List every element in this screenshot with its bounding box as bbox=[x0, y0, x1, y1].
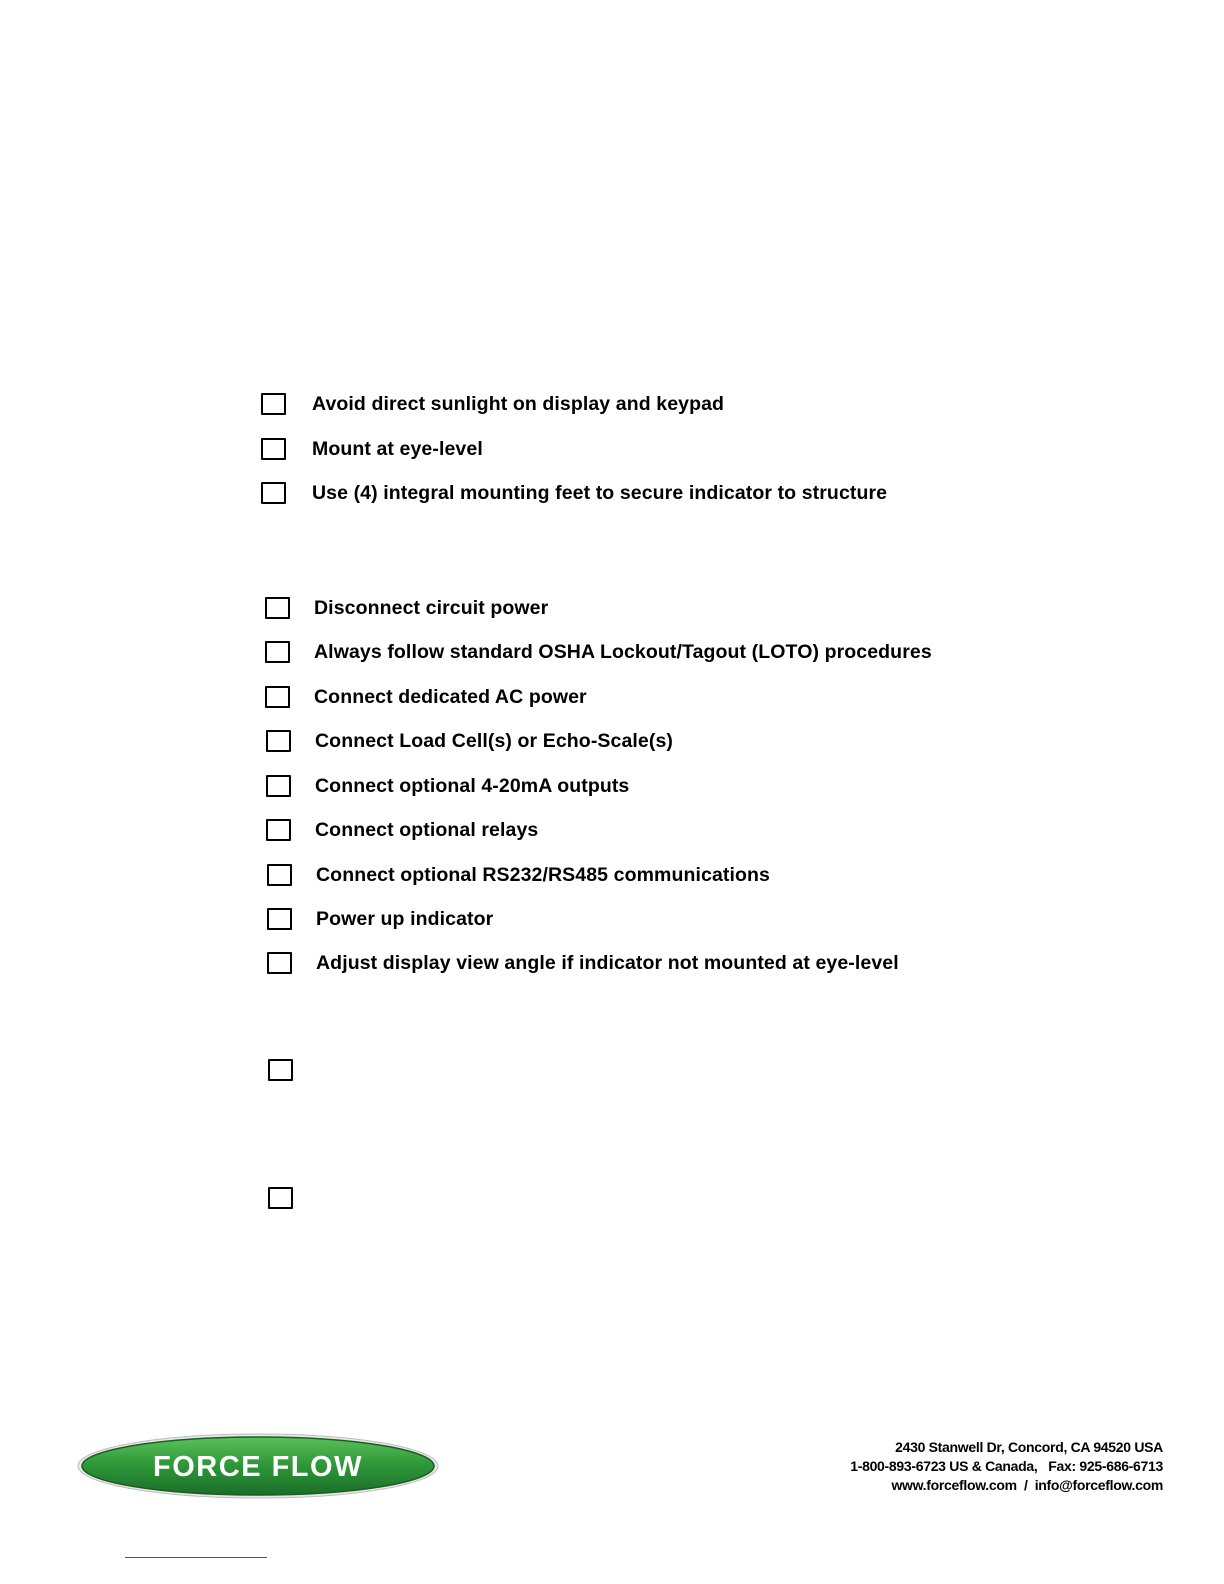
address-line-street: 2430 Stanwell Dr, Concord, CA 94520 USA bbox=[895, 1439, 1163, 1455]
logo-text: FORCE FLOW bbox=[153, 1451, 363, 1483]
checklist-item-label: Connect optional 4-20mA outputs bbox=[315, 774, 630, 797]
checklist-item bbox=[267, 860, 770, 890]
checklist-item-label: Use (4) integral mounting feet to secure indicator to structure bbox=[312, 481, 888, 504]
checklist-item-label: Disconnect circuit power bbox=[314, 596, 549, 619]
checklist-item-label: Power up indicator bbox=[316, 907, 494, 930]
footer-divider bbox=[125, 1557, 267, 1558]
checklist-item bbox=[268, 1183, 317, 1213]
checklist-item-label: Avoid direct sunlight on display and keypad bbox=[312, 392, 725, 415]
checklist-item bbox=[266, 771, 629, 801]
checkbox[interactable] bbox=[261, 393, 286, 415]
address-line-phone: 1-800-893-6723 US & Canada, Fax: 925-686-6713 bbox=[850, 1458, 1163, 1474]
checkbox[interactable] bbox=[266, 775, 291, 797]
checklist-item bbox=[261, 434, 483, 464]
checklist-item-label: Connect optional RS232/RS485 communications bbox=[316, 863, 770, 886]
checklist-item-label: Always follow standard OSHA Lockout/Tagout (LOTO) procedures bbox=[314, 640, 932, 663]
checkbox[interactable] bbox=[261, 438, 286, 460]
checklist-item-label: Connect dedicated AC power bbox=[314, 685, 587, 708]
checkbox[interactable] bbox=[267, 952, 292, 974]
checkbox[interactable] bbox=[265, 641, 290, 663]
checklist-item bbox=[265, 682, 587, 712]
checklist-item-label: Adjust display view angle if indicator not mounted at eye-level bbox=[316, 951, 899, 974]
checklist-item bbox=[265, 637, 932, 667]
checklist-item bbox=[267, 904, 493, 934]
checkbox[interactable] bbox=[266, 819, 291, 841]
checkbox[interactable] bbox=[266, 730, 291, 752]
checklist-item bbox=[268, 1055, 317, 1085]
force-flow-logo bbox=[76, 1432, 440, 1500]
company-address bbox=[850, 1438, 1163, 1495]
checkbox[interactable] bbox=[268, 1059, 293, 1081]
checklist-item bbox=[266, 815, 538, 845]
checklist-item bbox=[265, 593, 548, 623]
checklist-item-label: Mount at eye-level bbox=[312, 437, 483, 460]
checkbox[interactable] bbox=[268, 1187, 293, 1209]
checkbox[interactable] bbox=[265, 686, 290, 708]
checklist-item-label: Connect optional relays bbox=[315, 818, 539, 841]
checklist-item bbox=[267, 948, 899, 978]
checklist-item bbox=[266, 726, 673, 756]
checkbox[interactable] bbox=[267, 908, 292, 930]
checklist-item bbox=[261, 389, 724, 419]
checklist-item bbox=[261, 478, 887, 508]
checkbox[interactable] bbox=[265, 597, 290, 619]
checkbox[interactable] bbox=[261, 482, 286, 504]
checklist-item-label: Connect Load Cell(s) or Echo-Scale(s) bbox=[315, 729, 674, 752]
address-line-web: www.forceflow.com / info@forceflow.com bbox=[891, 1477, 1163, 1493]
checkbox[interactable] bbox=[267, 864, 292, 886]
